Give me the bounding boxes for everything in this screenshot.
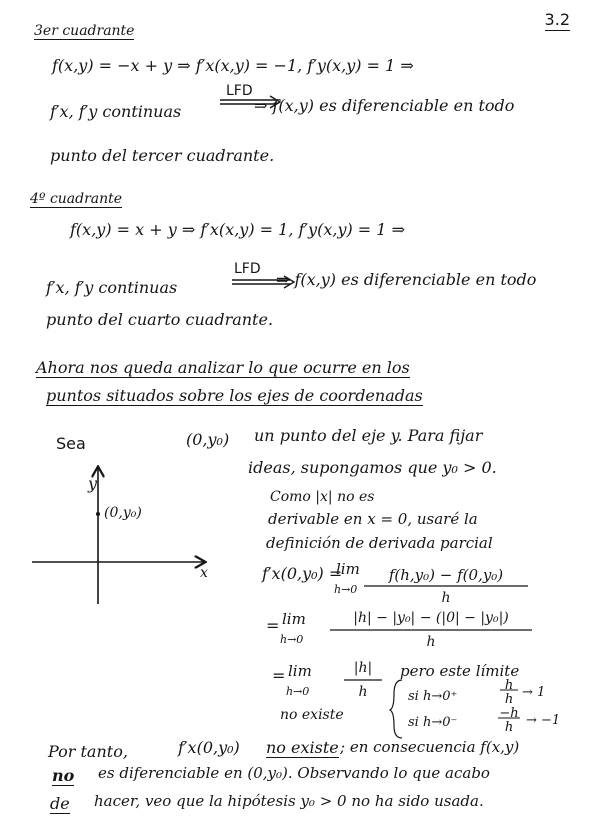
fraction1-denominator: h: [441, 590, 451, 606]
lim-label-1: lim: [336, 560, 360, 578]
lim-label-2: lim: [282, 610, 306, 628]
conclusion-l3b: hacer, veo que la hipótesis y₀ > 0 no ha sido usada.: [94, 792, 484, 810]
como-line3: definición de derivada parcial: [266, 534, 493, 552]
lim-label-3: lim: [288, 662, 312, 680]
conclusion-no-existe: no existe: [266, 738, 339, 757]
graph-y-label: y: [88, 474, 98, 493]
axes-paragraph-line1: Ahora nos queda analizar lo que ocurre en los: [36, 358, 410, 377]
graph-point-label: (0,y₀): [104, 505, 142, 521]
equals-3: =: [272, 666, 286, 685]
q3-lfd-label: LFD: [226, 83, 253, 99]
q3-line2b: ⇒ f(x,y) es diferenciable en todo: [254, 96, 515, 115]
q4-line2b: ⇒ f(x,y) es diferenciable en todo: [276, 270, 537, 289]
fraction2-denominator: h: [426, 634, 436, 650]
fraction1-numerator: f(h,y₀) − f(0,y₀): [388, 566, 504, 584]
case1-result: → 1: [522, 685, 546, 700]
case2-condition: si h→0⁻: [408, 715, 458, 730]
case1-condition: si h→0⁺: [408, 689, 458, 704]
q3-line3: punto del tercer cuadrante.: [50, 146, 275, 165]
case2-frac-num: −h: [499, 706, 519, 721]
q4-heading: 4º cuadrante: [30, 191, 123, 207]
case1-frac-den: h: [504, 692, 514, 707]
equals-2: =: [266, 616, 280, 635]
conclusion-l1b: f′x(0,y₀): [178, 738, 240, 757]
pero-este-limite: pero este límite: [400, 662, 520, 680]
sea-rest: un punto del eje y. Para fijar: [254, 426, 483, 445]
lim-sub-3: h→0: [286, 685, 310, 698]
sea-word: Sea: [56, 434, 86, 453]
graph-x-label: x: [200, 565, 208, 581]
q4-line2a: f′x, f′y continuas: [46, 278, 178, 297]
lim-sub-1: h→0: [334, 583, 358, 596]
conclusion-l1d: ; en consecuencia f(x,y): [340, 738, 520, 756]
conclusion-de: de: [50, 794, 70, 813]
sea-point: (0,y₀): [186, 430, 230, 449]
q4-equation: f(x,y) = x + y ⇒ f′x(x,y) = 1, f′y(x,y) = 1 ⇒: [70, 220, 405, 239]
lim-sub-2: h→0: [280, 633, 304, 646]
q4-lfd-label: LFD: [234, 261, 261, 277]
case2-result: → −1: [526, 713, 561, 728]
conclusion-l1a: Por tanto,: [48, 742, 128, 761]
case2-frac-den: h: [504, 720, 514, 735]
fraction3-numerator: |h|: [353, 660, 373, 676]
point-marker: [96, 512, 100, 516]
conclusion-no: no: [52, 766, 75, 785]
q3-line2a: f′x, f′y continuas: [50, 102, 182, 121]
q3-equation: f(x,y) = −x + y ⇒ f′x(x,y) = −1, f′y(x,y) = 1 ⇒: [52, 56, 414, 75]
case1-frac-num: h: [504, 678, 514, 693]
como-line2: derivable en x = 0, usaré la: [268, 510, 478, 528]
q3-heading: 3er cuadrante: [34, 23, 135, 39]
page-number: 3.2: [544, 10, 570, 29]
como-line1: Como |x| no es: [270, 489, 375, 505]
partial-derivative-lhs: f′x(0,y₀) =: [262, 564, 343, 583]
axes-paragraph-line2: puntos situados sobre los ejes de coordenadas: [46, 386, 423, 405]
q4-line3: punto del cuarto cuadrante.: [46, 310, 274, 329]
fraction2-numerator: |h| − |y₀| − (|0| − |y₀|): [353, 610, 509, 626]
conclusion-l2b: es diferenciable en (0,y₀). Observando lo que acabo: [98, 764, 490, 782]
fraction3-denominator: h: [358, 684, 368, 700]
no-existe-label: no existe: [280, 707, 344, 723]
sea-line2: ideas, supongamos que y₀ > 0.: [248, 458, 497, 477]
